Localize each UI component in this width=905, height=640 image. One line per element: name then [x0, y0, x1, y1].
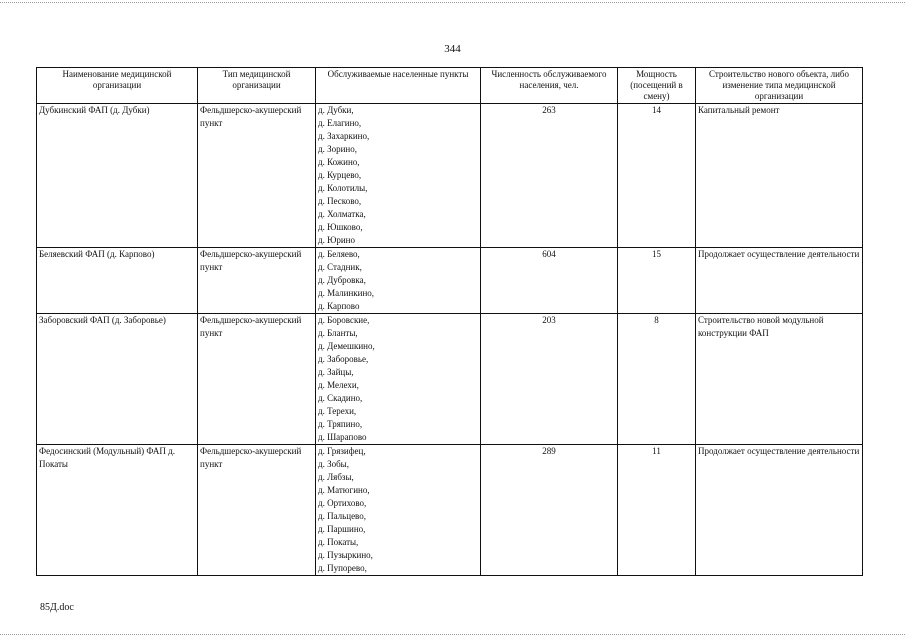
locality-item: д. Заборовье,	[318, 354, 369, 364]
locality-item: д. Скадино,	[318, 393, 363, 403]
locality-item: д. Паршино,	[318, 524, 366, 534]
column-header-capacity: Мощность (посещений в смену)	[618, 68, 696, 104]
locality-item: д. Терехи,	[318, 406, 357, 416]
locality-item: д. Карпово	[318, 301, 360, 311]
localities-cell	[316, 248, 481, 314]
locality-item: д. Дубки,	[318, 105, 354, 115]
construction-cell: Строительство новой модульной конструкции ФАП	[696, 314, 863, 445]
locality-item: д. Кожино,	[318, 157, 360, 167]
locality-item: д. Пальцево,	[318, 511, 366, 521]
population-cell: 203	[481, 314, 618, 445]
locality-item: д. Юрино	[318, 235, 355, 245]
localities-cell	[316, 104, 481, 248]
locality-item: д. Тряпино,	[318, 419, 363, 429]
capacity-cell: 15	[618, 248, 696, 314]
table-row	[37, 104, 863, 248]
table-body	[37, 104, 863, 576]
locality-item: д. Пузыркино,	[318, 550, 373, 560]
locality-item: д. Матюгино,	[318, 485, 370, 495]
organization-type-cell: Фельдшерско-акушерский пункт	[198, 445, 316, 576]
locality-item: д. Покаты,	[318, 537, 359, 547]
column-header-name: Наименование медицинской организации	[37, 68, 198, 104]
locality-item: д. Колотилы,	[318, 183, 368, 193]
locality-item: д. Песково,	[318, 196, 362, 206]
table-row	[37, 248, 863, 314]
table-row	[37, 445, 863, 576]
organization-name-cell: Дубкинский ФАП (д. Дубки)	[37, 104, 198, 248]
organization-type-cell: Фельдшерско-акушерский пункт	[198, 104, 316, 248]
locality-item: д. Зайцы,	[318, 367, 354, 377]
column-header-construction: Строительство нового объекта, либо изменение типа медицинской организации	[696, 68, 863, 104]
localities-cell	[316, 445, 481, 576]
locality-item: д. Стадник,	[318, 262, 362, 272]
locality-item: д. Елагино,	[318, 118, 362, 128]
capacity-cell: 11	[618, 445, 696, 576]
locality-item: д. Лябзы,	[318, 472, 354, 482]
organization-type-cell: Фельдшерско-акушерский пункт	[198, 248, 316, 314]
locality-item: д. Малинкино,	[318, 288, 375, 298]
page-number: 344	[444, 43, 461, 55]
locality-item: д. Беляево,	[318, 249, 360, 259]
locality-item: д. Мелехи,	[318, 380, 359, 390]
population-cell: 263	[481, 104, 618, 248]
locality-item: д. Зорино,	[318, 144, 357, 154]
locality-item: д. Шарапово	[318, 432, 367, 442]
capacity-cell: 14	[618, 104, 696, 248]
scan-edge-top	[0, 2, 905, 3]
organization-type-cell: Фельдшерско-акушерский пункт	[198, 314, 316, 445]
locality-item: д. Ортихово,	[318, 498, 367, 508]
construction-cell: Капитальный ремонт	[696, 104, 863, 248]
locality-item: д. Грязифец,	[318, 446, 366, 456]
locality-item: д. Демешкино,	[318, 341, 375, 351]
locality-item: д. Боровские,	[318, 315, 370, 325]
document-filename: 85Д.doc	[40, 602, 74, 613]
population-cell: 289	[481, 445, 618, 576]
locality-item: д. Юшково,	[318, 222, 363, 232]
locality-item: д. Бланты,	[318, 328, 358, 338]
column-header-localities: Обслуживаемые населенные пункты	[316, 68, 481, 104]
medical-organizations-table	[36, 67, 863, 576]
construction-cell: Продолжает осуществление деятельности	[696, 445, 863, 576]
locality-item: д. Зобы,	[318, 459, 349, 469]
column-header-population: Численность обслуживаемого населения, чел.	[481, 68, 618, 104]
organization-name-cell: Беляевский ФАП (д. Карпово)	[37, 248, 198, 314]
organization-name-cell: Федосинский (Модульный) ФАП д. Покаты	[37, 445, 198, 576]
population-cell: 604	[481, 248, 618, 314]
localities-cell	[316, 314, 481, 445]
construction-cell: Продолжает осуществление деятельности	[696, 248, 863, 314]
locality-item: д. Захаркино,	[318, 131, 370, 141]
capacity-cell: 8	[618, 314, 696, 445]
table-header-row	[37, 68, 863, 104]
locality-item: д. Холматка,	[318, 209, 366, 219]
scan-edge-bottom	[0, 634, 905, 635]
locality-item: д. Дубровка,	[318, 275, 366, 285]
locality-item: д. Пупорево,	[318, 563, 367, 573]
table-row	[37, 314, 863, 445]
column-header-type: Тип медицинской организации	[198, 68, 316, 104]
locality-item: д. Курцево,	[318, 170, 362, 180]
organization-name-cell: Заборовский ФАП (д. Заборовье)	[37, 314, 198, 445]
